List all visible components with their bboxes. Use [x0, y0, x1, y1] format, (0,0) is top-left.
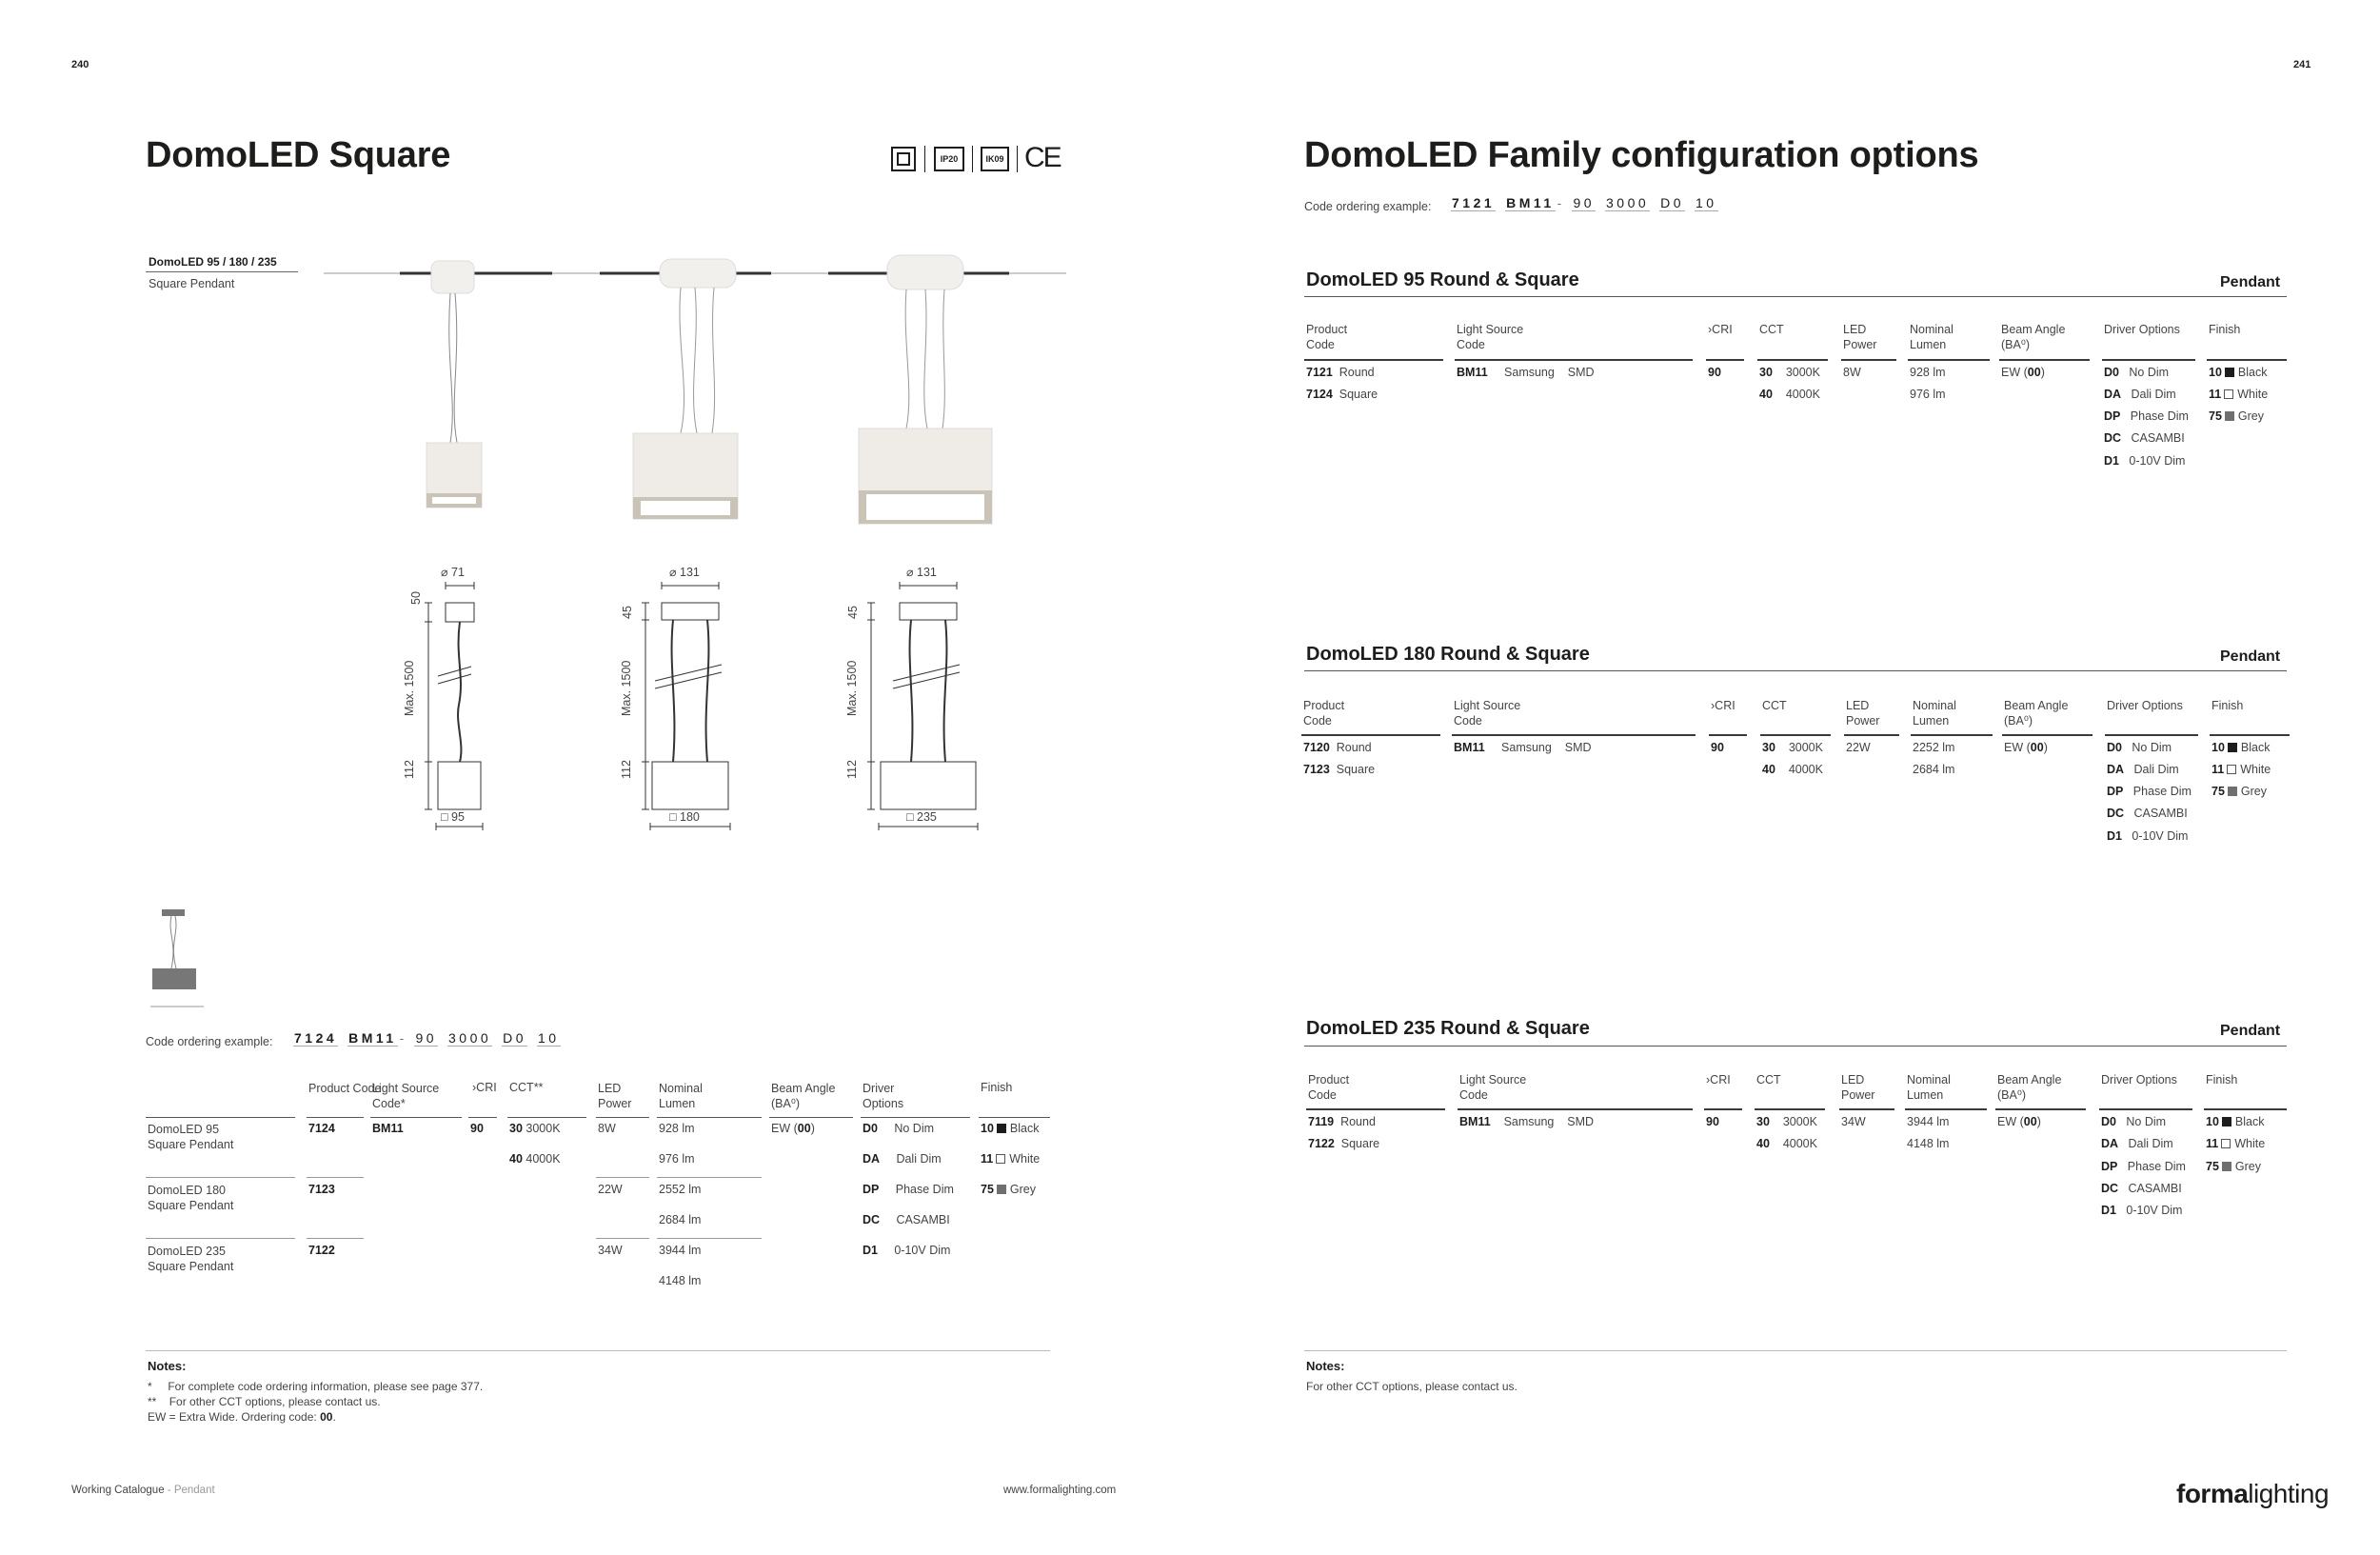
row1-light-source: BM11 [372, 1122, 404, 1135]
dim-1-bottom: 112 [403, 760, 416, 779]
dim-2-top: 45 [621, 606, 634, 619]
hdr-power: LED Power [1846, 699, 1880, 728]
formalighting-logo: formalighting [2176, 1479, 2330, 1508]
header-beam-angle: Beam Angle (BA⁰) [771, 1082, 836, 1110]
cct-2: 40 4000K [1759, 388, 1820, 401]
hdr-product: Product Code [1303, 699, 1345, 728]
cct-2: 40 4000K [509, 1152, 561, 1166]
hdr-ls: Light Source Code [1457, 323, 1524, 351]
page-number-right: 241 [2293, 59, 2311, 70]
driver-d1: D1 0-10V Dim [2107, 829, 2189, 843]
cct-1: 30 3000K [1759, 366, 1820, 379]
driver-dc: DC CASAMBI [2104, 431, 2185, 445]
row2-lumen-2: 2684 lm [659, 1213, 702, 1226]
dimension-drawings [390, 562, 1019, 838]
hdr-cri: ›CRI [1708, 323, 1733, 336]
code-example-label-right: Code ordering example: [1304, 200, 1432, 213]
row3-lumen: 3944 lm [659, 1244, 702, 1257]
class-ii-icon [891, 147, 916, 171]
finish-black: 10 Black [2206, 1115, 2265, 1128]
dim-3-top: 45 [846, 606, 860, 619]
section-title: DomoLED 235 Round & Square [1306, 1018, 1590, 1039]
black-swatch-icon [2222, 1117, 2231, 1126]
driver-d1: D1 0-10V Dim [863, 1244, 951, 1257]
driver-da: DA Dali Dim [2107, 763, 2179, 776]
row1-power: 8W [598, 1122, 616, 1135]
header-finish: Finish [981, 1081, 1013, 1094]
product-2: 7123 Square [1303, 763, 1376, 776]
cct-2: 40 4000K [1762, 763, 1823, 776]
lumen-2: 976 lm [1910, 388, 1946, 401]
header-light-source: Light Source Code* [372, 1082, 440, 1110]
lumen-1: 3944 lm [1907, 1115, 1950, 1128]
lumen-1: 2252 lm [1913, 741, 1955, 754]
hdr-power: LED Power [1843, 323, 1877, 351]
black-swatch-icon [2228, 743, 2237, 752]
grey-swatch-icon [997, 1185, 1006, 1194]
note-1: * For complete code ordering information, please see page 377. [148, 1380, 484, 1393]
finish-grey: 75 Grey [981, 1183, 1036, 1196]
header-driver-options: Driver Options [863, 1082, 904, 1110]
driver-dp: DP Phase Dim [2101, 1160, 2186, 1173]
beam: EW (00) [1997, 1115, 2041, 1128]
finish-black: 10 Black [981, 1122, 1040, 1135]
hdr-finish: Finish [2209, 323, 2241, 336]
driver-dp: DP Phase Dim [2104, 409, 2189, 423]
driver-d0: D0 No Dim [2101, 1115, 2167, 1128]
product-2: 7124 Square [1306, 388, 1378, 401]
dim-3-width: □ 235 [906, 810, 937, 824]
white-swatch-icon [2221, 1139, 2231, 1148]
lumen-1: 928 lm [1910, 366, 1946, 379]
footer-url[interactable]: www.formalighting.com [1003, 1485, 1117, 1496]
hdr-ls: Light Source Code [1454, 699, 1521, 728]
lumen-2: 4148 lm [1907, 1137, 1950, 1150]
driver-da: DA Dali Dim [863, 1152, 942, 1166]
page-title-left: DomoLED Square [146, 135, 451, 175]
page-number-left: 240 [71, 59, 89, 70]
finish-black: 10 Black [2211, 741, 2271, 754]
driver-dc: DC CASAMBI [2101, 1182, 2182, 1195]
finish-white: 11 White [2206, 1137, 2266, 1150]
dim-2-max: Max. 1500 [620, 660, 633, 716]
note-2: ** For other CCT options, please contact us. [148, 1395, 381, 1408]
driver-da: DA Dali Dim [2101, 1137, 2173, 1150]
hdr-cct: CCT [1762, 699, 1787, 712]
hdr-product: Product Code [1308, 1073, 1350, 1102]
power: 8W [1843, 366, 1861, 379]
light-source: BM11 Samsung SMD [1457, 366, 1595, 379]
beam: EW (00) [2001, 366, 2045, 379]
hdr-finish: Finish [2211, 699, 2244, 712]
lumen-2: 2684 lm [1913, 763, 1955, 776]
finish-white: 11 White [2211, 763, 2271, 776]
driver-d1: D1 0-10V Dim [2101, 1204, 2183, 1217]
finish-grey: 75 Grey [2209, 409, 2264, 423]
dim-1-top: 50 [409, 591, 423, 605]
ik09-icon: IK09 [981, 147, 1009, 171]
dim-1-max: Max. 1500 [403, 660, 416, 716]
hdr-lumen: Nominal Lumen [1907, 1073, 1951, 1102]
header-cct: CCT** [509, 1081, 544, 1094]
hdr-cri: ›CRI [1711, 699, 1735, 712]
product-1: 7121 Round [1306, 366, 1375, 379]
pendant-thumbnail-icon [150, 909, 204, 1009]
section-title: DomoLED 95 Round & Square [1306, 269, 1579, 290]
cri: 90 [1708, 366, 1721, 379]
row2-code: 7123 [308, 1183, 335, 1196]
row3-lumen-2: 4148 lm [659, 1274, 702, 1287]
driver-d0: D0 No Dim [863, 1122, 935, 1135]
beam: EW (00) [2004, 741, 2048, 754]
row1-cri: 90 [470, 1122, 484, 1135]
finish-white: 11 White [981, 1152, 1041, 1166]
row1-lumen: 928 lm [659, 1122, 695, 1135]
product-photo [324, 248, 1066, 552]
note-right: For other CCT options, please contact us. [1306, 1380, 1517, 1393]
row1-code: 7124 [308, 1122, 335, 1135]
black-swatch-icon [2225, 368, 2234, 377]
white-swatch-icon [996, 1154, 1005, 1164]
black-swatch-icon [997, 1124, 1006, 1133]
cri: 90 [1711, 741, 1724, 754]
light-source: BM11 Samsung SMD [1459, 1115, 1595, 1128]
notes-title-left: Notes: [148, 1359, 187, 1373]
hdr-beam: Beam Angle (BA⁰) [2004, 699, 2069, 728]
header-led-power: LED Power [598, 1082, 632, 1110]
header-nominal-lumen: Nominal Lumen [659, 1082, 703, 1110]
driver-dp: DP Phase Dim [863, 1183, 954, 1196]
section-tag: Pendant [2220, 274, 2281, 290]
dim-1-width: □ 95 [441, 810, 465, 824]
dim-2-width: □ 180 [669, 810, 700, 824]
grey-swatch-icon [2225, 411, 2234, 421]
product-type: Square Pendant [149, 277, 235, 290]
hdr-driver: Driver Options [2104, 323, 2180, 336]
section-tag: Pendant [2220, 648, 2281, 665]
hdr-driver: Driver Options [2107, 699, 2183, 712]
notes-title-right: Notes: [1306, 1359, 1345, 1373]
finish-white: 11 White [2209, 388, 2269, 401]
hdr-cri: ›CRI [1706, 1073, 1731, 1087]
product-1: 7119 Round [1308, 1115, 1376, 1128]
driver-dc: DC CASAMBI [863, 1213, 950, 1226]
row1-lumen-2: 976 lm [659, 1152, 695, 1166]
row3-code: 7122 [308, 1244, 335, 1257]
dim-3-bottom: 112 [845, 760, 859, 779]
row1-name: DomoLED 95 Square Pendant [148, 1123, 234, 1151]
footer-left: Working Catalogue - Pendant [71, 1485, 215, 1496]
grey-swatch-icon [2222, 1162, 2231, 1171]
finish-black: 10 Black [2209, 366, 2268, 379]
finish-grey: 75 Grey [2211, 785, 2267, 798]
row3-name: DomoLED 235 Square Pendant [148, 1245, 234, 1273]
power: 22W [1846, 741, 1871, 754]
dim-3-diameter: ⌀ 131 [906, 566, 937, 579]
row2-name: DomoLED 180 Square Pendant [148, 1184, 234, 1212]
ce-mark-icon: CE [1024, 142, 1061, 173]
code-example-left: 7124 BM11 - 90 3000 D0 10 [294, 1030, 560, 1046]
cct-1: 30 3000K [509, 1122, 561, 1135]
code-example-label-left: Code ordering example: [146, 1035, 273, 1048]
driver-d1: D1 0-10V Dim [2104, 454, 2186, 468]
section-title: DomoLED 180 Round & Square [1306, 644, 1590, 665]
row3-power: 34W [598, 1244, 623, 1257]
section-tag: Pendant [2220, 1023, 2281, 1039]
power: 34W [1841, 1115, 1866, 1128]
dim-2-bottom: 112 [620, 760, 633, 779]
row2-lumen: 2552 lm [659, 1183, 702, 1196]
white-swatch-icon [2227, 765, 2236, 774]
hdr-cct: CCT [1756, 1073, 1781, 1087]
hdr-beam: Beam Angle (BA⁰) [2001, 323, 2066, 351]
cct-1: 30 3000K [1756, 1115, 1817, 1128]
dim-3-max: Max. 1500 [845, 660, 859, 716]
finish-grey: 75 Grey [2206, 1160, 2261, 1173]
driver-dp: DP Phase Dim [2107, 785, 2192, 798]
hdr-lumen: Nominal Lumen [1910, 323, 1954, 351]
hdr-finish: Finish [2206, 1073, 2238, 1087]
driver-dc: DC CASAMBI [2107, 807, 2188, 820]
page-title-right: DomoLED Family configuration options [1304, 135, 1979, 175]
driver-d0: D0 No Dim [2107, 741, 2172, 754]
header-cri: ›CRI [472, 1081, 497, 1094]
hdr-lumen: Nominal Lumen [1913, 699, 1956, 728]
product-1: 7120 Round [1303, 741, 1372, 754]
code-example-right: 7121 BM11 - 90 3000 D0 10 [1452, 195, 1717, 210]
white-swatch-icon [2224, 389, 2233, 399]
cct-2: 40 4000K [1756, 1137, 1817, 1150]
row1-beam: EW (00) [771, 1122, 815, 1135]
hdr-driver: Driver Options [2101, 1073, 2177, 1087]
cct-1: 30 3000K [1762, 741, 1823, 754]
driver-da: DA Dali Dim [2104, 388, 2176, 401]
row2-power: 22W [598, 1183, 623, 1196]
dim-1-diameter: ⌀ 71 [441, 566, 465, 579]
hdr-power: LED Power [1841, 1073, 1875, 1102]
hdr-ls: Light Source Code [1459, 1073, 1527, 1102]
note-ew: EW = Extra Wide. Ordering code: 00. [148, 1410, 336, 1424]
dim-2-diameter: ⌀ 131 [669, 566, 700, 579]
ip20-icon: IP20 [934, 147, 964, 171]
hdr-product: Product Code [1306, 323, 1348, 351]
driver-d0: D0 No Dim [2104, 366, 2170, 379]
hdr-cct: CCT [1759, 323, 1784, 336]
product-2: 7122 Square [1308, 1137, 1380, 1150]
product-sizes: DomoLED 95 / 180 / 235 [149, 255, 277, 269]
header-product-code: Product Code [308, 1082, 382, 1095]
cri: 90 [1706, 1115, 1719, 1128]
grey-swatch-icon [2228, 787, 2237, 796]
hdr-beam: Beam Angle (BA⁰) [1997, 1073, 2062, 1102]
light-source: BM11 Samsung SMD [1454, 741, 1592, 754]
